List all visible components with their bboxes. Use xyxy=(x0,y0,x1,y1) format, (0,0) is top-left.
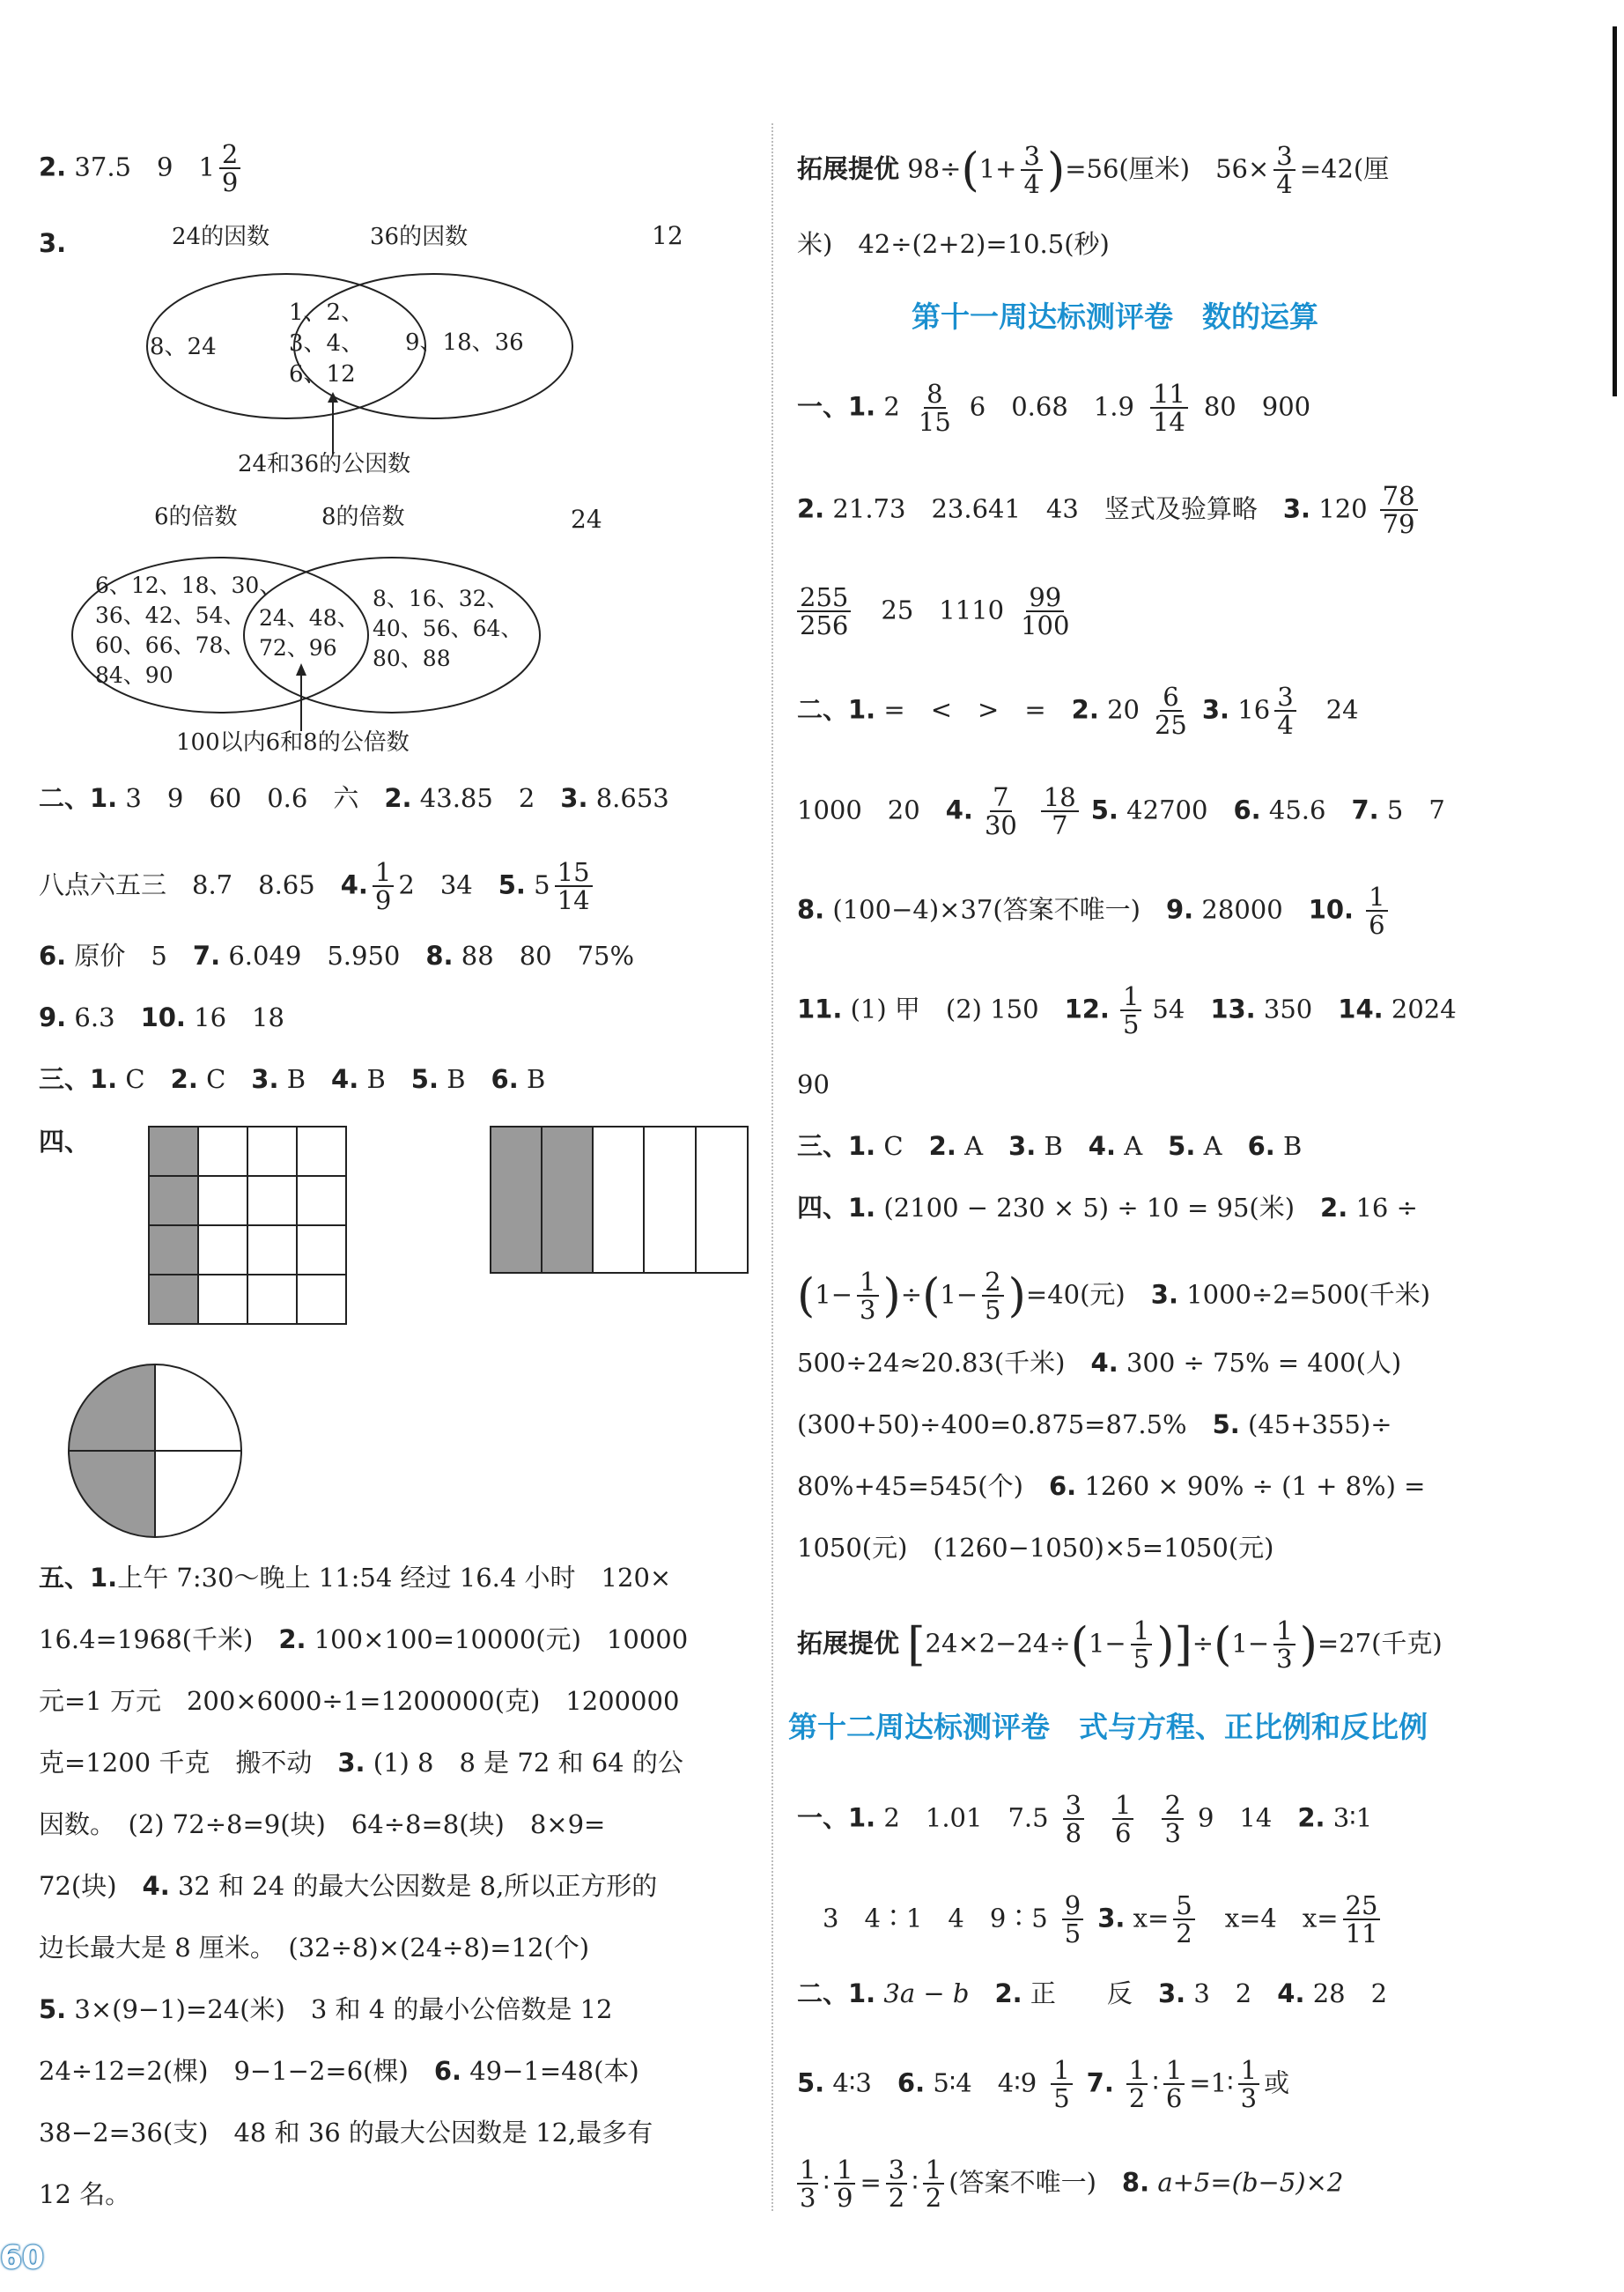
right-ext1: 拓展提优 98÷(1+ $\frac{3}{4}$ )=56(厘米) 56× $\frac{3}{4}$ =42(厘 xyxy=(797,141,1390,200)
left-s5-line xyxy=(39,1621,688,1658)
heading-week-11: 第十一周达标测评卷 数的运算 xyxy=(912,299,1318,334)
answer-text: 因数。 (2) 72÷8=9(块) 64÷8=8(块) 8×9= xyxy=(39,1809,606,1839)
venn1-common-l2: 3、4、 xyxy=(289,330,365,357)
right-s12-line4: 5. 4∶3 6. 5∶4 4∶9 $\frac{1}{5}$ 7. $\frac{1}{2}$ ∶ $\frac{1}{6}$ =1∶ $\frac{1}{3}$ 或 xyxy=(797,2055,1290,2114)
question-number: 3. xyxy=(337,1748,365,1778)
venn2-common-l2: 72、96 xyxy=(259,635,337,661)
venn2-label-a: 6的倍数 xyxy=(154,504,238,530)
circle-figure-quarters xyxy=(65,1361,245,1541)
answer-text: 3×(9−1)=24(米) 3 和 4 的最小公倍数是 12 xyxy=(66,1994,613,2024)
right-s1-line1: 一、1. 2 $\frac{8}{15}$ 6 0.68 1.9 $\frac{11}{14}$ 80 900 xyxy=(797,379,1311,438)
right-s12-line5: $\frac{1}{3}$ ∶ $\frac{1}{9}$ = $\frac{3}{2}$ ∶ $\frac{1}{2}$ (答案不唯一) 8. a+5=(b−5)×2 xyxy=(797,2156,1343,2212)
right-s4-line6: 1050(元) (1260−1050)×5=1050(元) xyxy=(797,1533,1274,1563)
answer-text: 16.4=1968(千米) xyxy=(39,1624,279,1654)
left-q2 xyxy=(39,141,245,196)
venn1-label-a: 24的因数 xyxy=(172,224,270,250)
venn2-only-a-l1: 6、12、18、30、 xyxy=(95,573,282,598)
venn1-only-b: 9、18、36 xyxy=(405,329,524,356)
heading-week-12: 第十二周达标测评卷 式与方程、正比例和反比例 xyxy=(788,1710,1428,1744)
right-s3: 三、1. C 2. A 3. B 4. A 5. A 6. B xyxy=(797,1131,1303,1161)
left-s5-line xyxy=(39,1744,683,1781)
answer-text: 24÷12=2(棵) 9−1−2=6(棵) xyxy=(39,2056,434,2086)
answer-text: 32 和 24 的最大公因数是 8,所以正方形的 xyxy=(169,1871,658,1901)
venn2-only-b-l1: 8、16、32、 xyxy=(373,586,509,611)
venn2-only-b-l3: 80、88 xyxy=(373,646,451,671)
shaded-quarter-bl xyxy=(69,1451,155,1537)
right-s4-line5: 80%+45=545(个) 6. 1260 × 90% ÷ (1 + 8%) = xyxy=(797,1471,1426,1501)
right-s4-line2: (1− $\frac{1}{3}$ )÷(1− $\frac{2}{5}$ )=40(元) 3. 1000÷2=500(千米) xyxy=(797,1267,1431,1326)
answer-text: 38−2=36(支) 48 和 36 的最大公因数是 12,最多有 xyxy=(39,2118,653,2148)
venn2-only-b-l2: 40、56、64、 xyxy=(373,616,523,641)
venn-diagram-factors xyxy=(88,216,705,498)
answer-text: 72(块) xyxy=(39,1871,143,1901)
venn1-common-l1: 1、2、 xyxy=(289,299,365,326)
venn2-only-a-l2: 36、42、54、 xyxy=(95,603,246,628)
answer-text: 克=1200 千克 搬不动 xyxy=(39,1748,338,1778)
question-number: 五、1. xyxy=(39,1563,118,1593)
answer-values: 37.5 9 1 xyxy=(74,152,215,182)
right-s4-line1: 四、1. (2100 − 230 × 5) ÷ 10 = 95(米) 2. 16 ÷ xyxy=(797,1193,1418,1223)
left-s5-line xyxy=(39,1806,605,1843)
venn2-only-a-l4: 84、90 xyxy=(95,662,173,688)
strip-figure-5 xyxy=(490,1126,750,1275)
question-number: 4. xyxy=(142,1871,170,1901)
shaded-quarter-tl xyxy=(69,1364,155,1451)
venn2-caption: 100以内6和8的公倍数 xyxy=(176,729,410,756)
answer-text: (1) 8 8 是 72 和 64 的公 xyxy=(365,1748,683,1778)
venn2-common-l1: 24、48、 xyxy=(259,605,359,631)
question-number: 3. xyxy=(39,228,67,258)
right-s2-line3: 8. (100−4)×37(答案不唯一) 9. 28000 10. $\frac{1}{6}$ xyxy=(797,884,1392,939)
question-number: 2. xyxy=(39,152,67,182)
right-s2-line4: 11. (1) 甲 (2) 150 12. $\frac{1}{5}$ 54 13. 350 14. 2024 xyxy=(797,981,1457,1040)
left-s2-line3: 6. 原价 5 7. 6.049 5.950 8. 88 80 75% xyxy=(39,941,635,971)
right-s12-line1: 一、1. 2 1.01 7.5 $\frac{3}{8}$ $\frac{1}{6}$ $\frac{2}{3}$ 9 14 2. 3∶1 xyxy=(797,1790,1373,1849)
grid-figure-4x4 xyxy=(148,1126,351,1327)
left-s2-line4: 9. 6.3 10. 16 18 xyxy=(39,1002,284,1032)
venn2-only-a-l3: 60、66、78、 xyxy=(95,632,246,658)
right-s4-line4: (300+50)÷400=0.875=87.5% 5. (45+355)÷ xyxy=(797,1409,1392,1439)
column-divider xyxy=(771,123,773,2211)
left-s3: 三、1. C 2. C 3. B 4. B 5. B 6. B xyxy=(39,1064,546,1094)
left-s5-line xyxy=(39,2052,639,2089)
right-s2-line5: 90 xyxy=(797,1069,830,1099)
answer-text: 元=1 万元 200×6000÷1=1200000(克) 1200000 xyxy=(39,1686,680,1716)
left-s5-line xyxy=(39,1682,679,1719)
right-s2-line1: 二、1. = < > = 2. 20 $\frac{6}{25}$ 3. 16 $\frac{3}{4}$ 24 xyxy=(797,682,1359,741)
left-s5-line xyxy=(39,1559,671,1596)
left-s5-line xyxy=(39,1867,657,1904)
venn-diagram-multiples xyxy=(35,498,705,762)
answer-text: 49−1=48(本) xyxy=(461,2056,639,2086)
answer-text: 100×100=10000(元) 10000 xyxy=(306,1624,689,1654)
right-s2-line2: 1000 20 4. $\frac{7}{30}$ $\frac{18}{7}$ 5. 42700 6. 45.6 7. 5 7 xyxy=(797,782,1445,841)
page-number: 60 xyxy=(0,2240,45,2276)
answer-text: 边长最大是 8 厘米。 (32÷8)×(24÷8)=12(个) xyxy=(39,1933,590,1963)
section-four-label: 四、 xyxy=(39,1127,91,1157)
venn2-label-b: 8的倍数 xyxy=(321,504,405,530)
venn1-caption: 24和36的公因数 xyxy=(238,451,411,477)
venn1-label-b: 36的因数 xyxy=(370,224,469,250)
answer-text: 上午 7:30～晚上 11:54 经过 16.4 小时 120× xyxy=(117,1563,672,1593)
left-s5-line xyxy=(39,2176,130,2213)
right-s1-line3: $\frac{255}{256}$ 25 1110 $\frac{99}{100}$ xyxy=(797,584,1076,640)
page-edge-shadow xyxy=(1613,26,1617,396)
question-number: 5. xyxy=(39,1994,67,2024)
venn2-arrowhead xyxy=(296,663,306,676)
right-s12-line2: 3 4∶1 4 9∶5 $\frac{9}{5}$ 3. x= $\frac{5}{2}$ x=4 x= $\frac{25}{11}$ xyxy=(797,1892,1384,1948)
right-ext2: 拓展提优 [24×2−24÷(1− $\frac{1}{5}$ )]÷(1− $\frac{1}{3}$ )=27(千克) xyxy=(797,1615,1443,1675)
left-s2-line2: 八点六五三 8.7 8.65 4. $\frac{1}{9}$ 2 34 5. 5 $\frac{15}{14}$ xyxy=(39,859,597,914)
answer-text: 12 名。 xyxy=(39,2179,131,2209)
venn2-answer: 24 xyxy=(571,505,602,534)
left-s5-line xyxy=(39,1991,613,2028)
left-s5-line xyxy=(39,1929,589,1966)
right-s1-line2: 2. 21.73 23.641 43 竖式及验算略 3. 120 $\frac{78}{79}$ xyxy=(797,483,1422,538)
question-number: 2. xyxy=(278,1624,306,1654)
right-s4-line3: 500÷24≈20.83(千米) 4. 300 ÷ 75% = 400(人) xyxy=(797,1348,1402,1378)
right-ext1-line2: 米) 42÷(2+2)=10.5(秒) xyxy=(797,229,1110,259)
left-s2-line1: 二、1. 3 9 60 0.6 六 2. 43.85 2 3. 8.653 xyxy=(39,783,669,813)
venn1-only-a: 8、24 xyxy=(150,334,217,360)
left-s5-line xyxy=(39,2114,653,2151)
fraction: $\frac{2}{9}$ xyxy=(219,141,240,196)
question-number: 6. xyxy=(433,2056,462,2086)
right-s12-line3: 二、1. 3a − b 2. 正 反 3. 3 2 4. 28 2 xyxy=(797,1978,1388,2008)
venn1-common-l3: 6、12 xyxy=(289,361,356,388)
venn1-answer: 12 xyxy=(652,221,683,250)
